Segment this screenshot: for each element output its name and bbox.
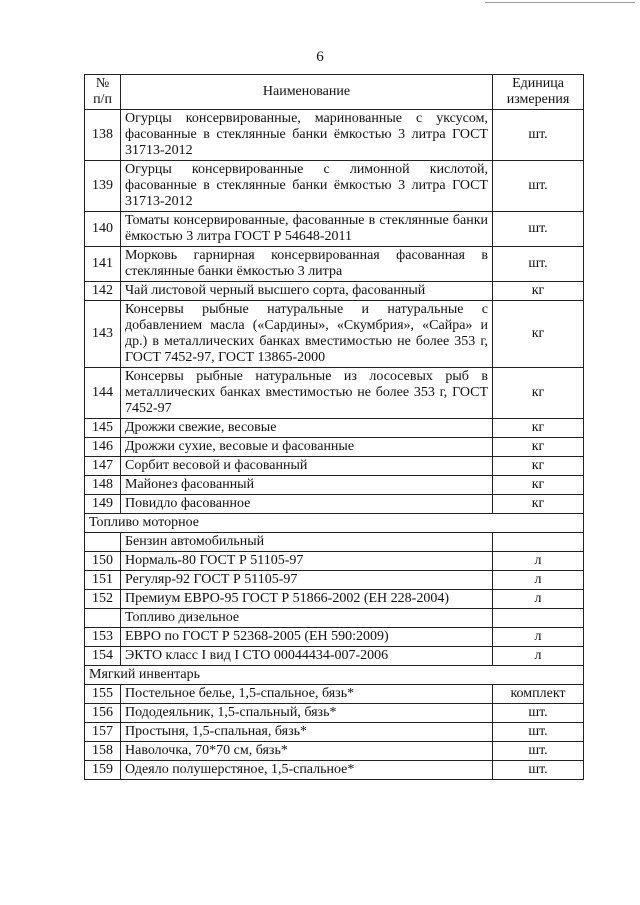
item-number: 156 — [85, 704, 121, 723]
item-unit: л — [493, 552, 584, 571]
table-row — [85, 368, 584, 419]
header-number: № п/п — [85, 75, 121, 110]
table-row — [85, 438, 584, 457]
table-row — [85, 761, 584, 780]
item-name: Сорбит весовой и фасованный — [121, 457, 493, 476]
top-rule — [485, 2, 635, 3]
item-name: Дрожжи свежие, весовые — [121, 419, 493, 438]
table-row — [85, 533, 584, 552]
item-unit: л — [493, 647, 584, 666]
section-title: Топливо моторное — [85, 514, 584, 533]
table-row — [85, 212, 584, 247]
item-name: Консервы рыбные натуральные из лососевых рыб в металлических банках вместимостью не более 353 г, ГОСТ 7452-97 — [121, 368, 493, 419]
section-row — [85, 666, 584, 685]
table-row — [85, 609, 584, 628]
item-unit — [493, 609, 584, 628]
header-name: Наименование — [121, 75, 493, 110]
item-unit: шт. — [493, 704, 584, 723]
item-name: Бензин автомобильный — [121, 533, 493, 552]
item-name: Повидло фасованное — [121, 495, 493, 514]
item-unit: л — [493, 590, 584, 609]
item-unit: шт. — [493, 110, 584, 161]
item-unit: кг — [493, 368, 584, 419]
item-name: Консервы рыбные натуральные и натуральные с добавлением масла («Сардины», «Скумбрия», «Сайра» и др.) в металлических банках вместимостью не более 353 г, ГОСТ 7452-97, ГОСТ 13865-2000 — [121, 301, 493, 368]
item-number: 138 — [85, 110, 121, 161]
item-name: Огурцы консервированные, маринованные с уксусом, фасованные в стеклянные банки ёмкостью 3 литра ГОСТ 31713-2012 — [121, 110, 493, 161]
item-name: Томаты консервированные, фасованные в стеклянные банки ёмкостью 3 литра ГОСТ Р 54648-2011 — [121, 212, 493, 247]
table-header-row — [85, 75, 584, 110]
item-name: Топливо дизельное — [121, 609, 493, 628]
item-number: 149 — [85, 495, 121, 514]
item-number: 146 — [85, 438, 121, 457]
item-number: 155 — [85, 685, 121, 704]
page-number: 6 — [316, 49, 324, 65]
item-unit: шт. — [493, 161, 584, 212]
item-number: 144 — [85, 368, 121, 419]
item-name: ЕВРО по ГОСТ Р 52368-2005 (ЕН 590:2009) — [121, 628, 493, 647]
table-row — [85, 742, 584, 761]
table-row — [85, 476, 584, 495]
item-number: 151 — [85, 571, 121, 590]
item-number: 139 — [85, 161, 121, 212]
item-unit: кг — [493, 457, 584, 476]
item-name: ЭКТО класс I вид I СТО 00044434-007-2006 — [121, 647, 493, 666]
header-unit: Единица измерения — [493, 75, 584, 110]
table-row — [85, 552, 584, 571]
section-row — [85, 514, 584, 533]
table-row — [85, 723, 584, 742]
item-number: 142 — [85, 282, 121, 301]
table-row — [85, 457, 584, 476]
item-name: Дрожжи сухие, весовые и фасованные — [121, 438, 493, 457]
item-number: 152 — [85, 590, 121, 609]
item-number: 159 — [85, 761, 121, 780]
item-name: Премиум ЕВРО-95 ГОСТ Р 51866-2002 (ЕН 228-2004) — [121, 590, 493, 609]
item-number: 154 — [85, 647, 121, 666]
item-name: Наволочка, 70*70 см, бязь* — [121, 742, 493, 761]
item-unit: кг — [493, 495, 584, 514]
item-number: 157 — [85, 723, 121, 742]
section-title: Мягкий инвентарь — [85, 666, 584, 685]
item-name: Постельное белье, 1,5-спальное, бязь* — [121, 685, 493, 704]
item-unit: кг — [493, 438, 584, 457]
item-number: 153 — [85, 628, 121, 647]
item-name: Одеяло полушерстяное, 1,5-спальное* — [121, 761, 493, 780]
item-unit: шт. — [493, 723, 584, 742]
item-number: 158 — [85, 742, 121, 761]
item-number: 147 — [85, 457, 121, 476]
item-name: Нормаль-80 ГОСТ Р 51105-97 — [121, 552, 493, 571]
table-row — [85, 282, 584, 301]
item-number: 143 — [85, 301, 121, 368]
item-name: Майонез фасованный — [121, 476, 493, 495]
table-row — [85, 647, 584, 666]
item-unit: кг — [493, 282, 584, 301]
table-row — [85, 628, 584, 647]
item-name: Простыня, 1,5-спальная, бязь* — [121, 723, 493, 742]
item-unit: л — [493, 571, 584, 590]
item-name: Огурцы консервированные с лимонной кислотой, фасованные в стеклянные банки ёмкостью 3 литра ГОСТ 31713-2012 — [121, 161, 493, 212]
item-unit: комплект — [493, 685, 584, 704]
item-unit: кг — [493, 476, 584, 495]
item-number: 141 — [85, 247, 121, 282]
item-unit: шт. — [493, 742, 584, 761]
item-number: 150 — [85, 552, 121, 571]
item-unit: шт. — [493, 761, 584, 780]
table-row — [85, 110, 584, 161]
item-unit: кг — [493, 419, 584, 438]
table-row — [85, 704, 584, 723]
product-table — [84, 74, 584, 780]
table-row — [85, 495, 584, 514]
item-unit: кг — [493, 301, 584, 368]
item-number — [85, 609, 121, 628]
item-name: Чай листовой черный высшего сорта, фасованный — [121, 282, 493, 301]
table-row — [85, 161, 584, 212]
table-row — [85, 247, 584, 282]
item-number — [85, 533, 121, 552]
item-unit: л — [493, 628, 584, 647]
table-row — [85, 685, 584, 704]
table-body — [85, 110, 584, 780]
table-row — [85, 301, 584, 368]
item-number: 140 — [85, 212, 121, 247]
item-number: 148 — [85, 476, 121, 495]
item-name: Пододеяльник, 1,5-спальный, бязь* — [121, 704, 493, 723]
table-row — [85, 571, 584, 590]
table-row — [85, 419, 584, 438]
item-number: 145 — [85, 419, 121, 438]
table-row — [85, 590, 584, 609]
item-unit: шт. — [493, 247, 584, 282]
item-unit — [493, 533, 584, 552]
item-unit: шт. — [493, 212, 584, 247]
item-name: Морковь гарнирная консервированная фасованная в стеклянные банки ёмкостью 3 литра — [121, 247, 493, 282]
item-name: Регуляр-92 ГОСТ Р 51105-97 — [121, 571, 493, 590]
